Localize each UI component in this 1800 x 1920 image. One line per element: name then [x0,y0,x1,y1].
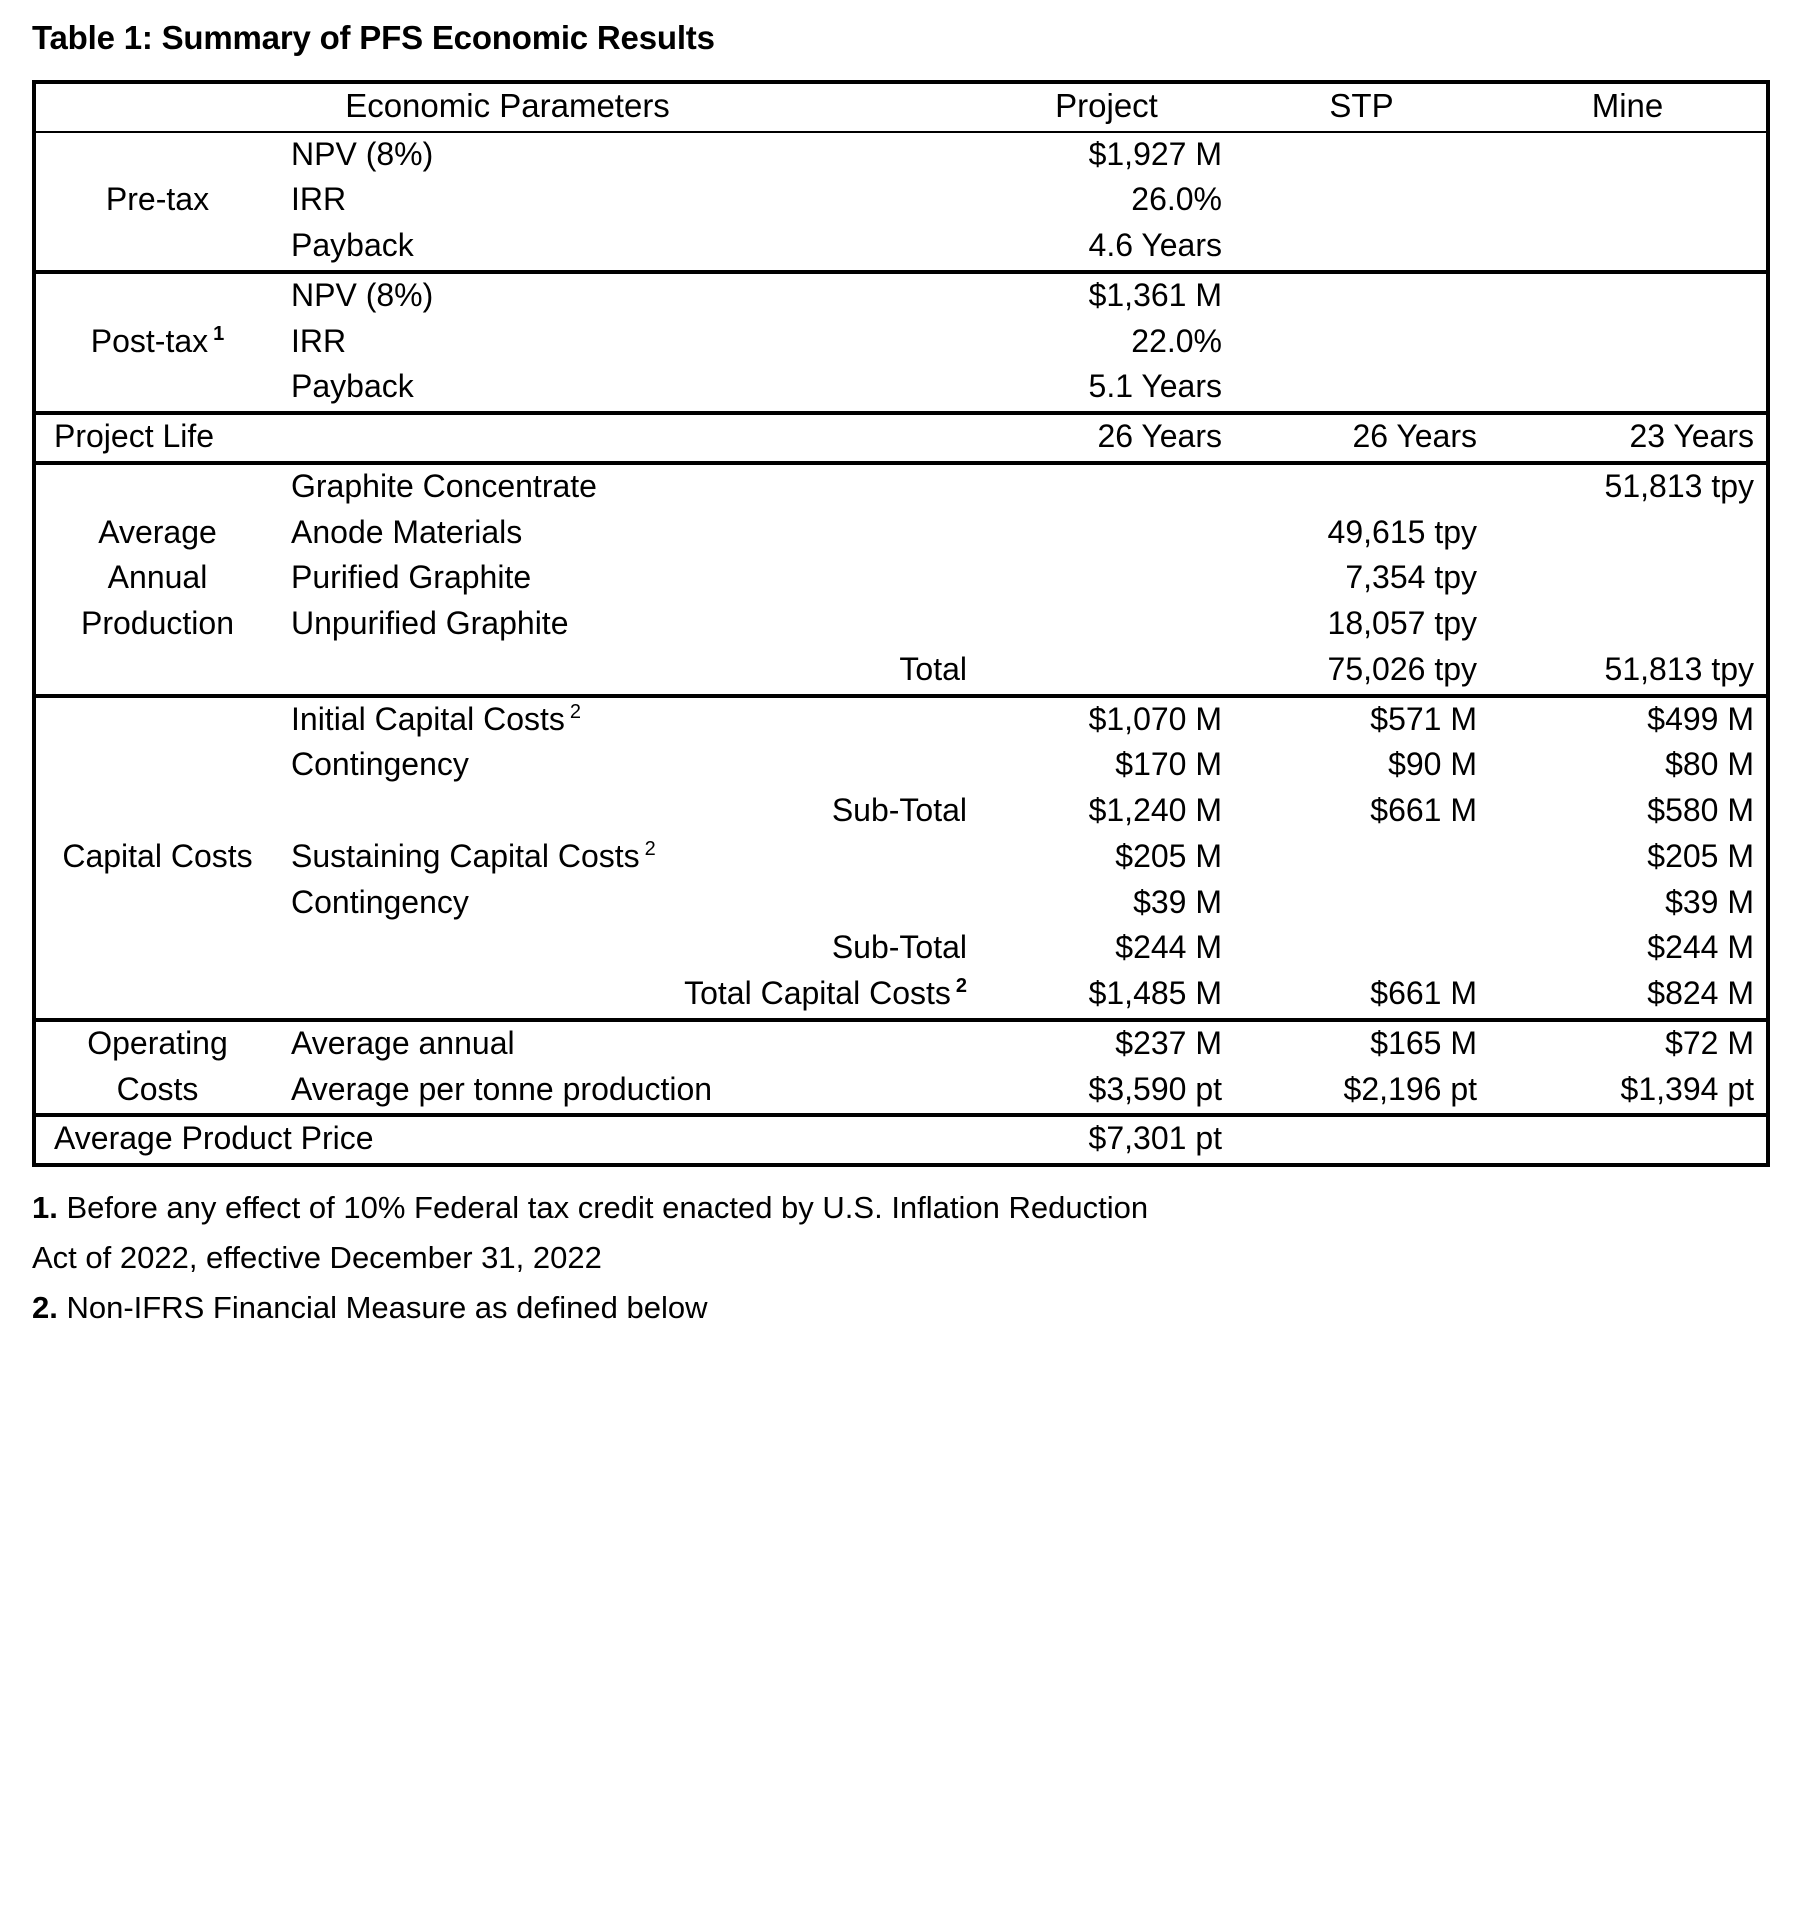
footnotes [32,1183,1766,1334]
table-row [34,272,1768,320]
cell-stp [1234,365,1489,413]
table-row [34,972,1768,1020]
cell-project: $1,927 M [979,132,1234,179]
cell-project: $237 M [979,1020,1234,1068]
group-label-spacer [34,926,279,972]
cell-project: $3,590 pt [1088,1070,1222,1107]
row-label [279,696,979,744]
cell-mine: $580 M [1647,792,1754,829]
cell-project: $1,240 M [1088,792,1222,829]
cell-stp [1234,463,1489,511]
group-label-costs: Costs [116,1070,199,1107]
row-label-subtotal: Sub-Total [831,792,967,829]
group-label-spacer [34,881,279,927]
table-row [34,178,1768,224]
group-label-average-product-price: Average Product Price [34,1115,979,1165]
cell-mine [1489,1115,1768,1165]
cell-stp [1234,881,1489,927]
cell-stp [1234,272,1489,320]
footnote-marker: 2 [644,838,656,861]
footnote-1-line-1 [32,1183,1766,1233]
group-label-spacer [34,743,279,789]
cell-stp: 26 Years [1234,413,1489,463]
cell-stp [1234,926,1489,972]
cell-stp: $571 M [1234,696,1489,744]
table-header [34,82,1768,132]
cell-stp: 49,615 tpy [1327,513,1477,550]
table-row-average-product-price [34,1115,1768,1165]
cell-project [979,602,1234,648]
row-label: Unpurified Graphite [291,605,569,642]
group-label-operating: Operating [34,1020,279,1068]
table-row [34,224,1768,272]
row-label-total-capital [279,972,979,1020]
row-label: Payback [291,227,414,264]
group-label-average: Average [98,513,217,550]
row-label: IRR [291,181,347,218]
row-label [279,835,979,881]
cell-mine: $72 M [1489,1020,1768,1068]
cell-project: 26.0% [1131,181,1222,218]
row-label: Payback [291,368,414,405]
cell-project [979,463,1234,511]
table-row [34,1020,1768,1068]
group-label-spacer [34,789,279,835]
table-row [34,926,1768,972]
cell-stp: 7,354 tpy [1345,559,1477,596]
cell-mine [1489,556,1768,602]
row-label-text: Total Capital Costs [684,975,951,1012]
row-label-text: Sustaining Capital Costs [291,837,640,874]
cell-mine: 51,813 tpy [1489,463,1768,511]
row-label: Contingency [291,883,469,920]
footnote-marker: 2 [955,975,967,998]
cell-project [979,648,1234,696]
cell-mine [1489,178,1768,224]
table-row [34,365,1768,413]
cell-mine: $39 M [1665,883,1754,920]
header-row [34,82,1768,132]
row-label-subtotal: Sub-Total [831,929,967,966]
page-title: Table 1: Summary of PFS Economic Results [32,19,715,56]
table-row [34,132,1768,179]
cell-project: $244 M [1115,929,1222,966]
cell-mine: $824 M [1647,975,1754,1012]
cell-stp [1234,320,1489,366]
row-label: NPV (8%) [279,132,979,179]
cell-project: $7,301 pt [979,1115,1234,1165]
row-label: Purified Graphite [291,559,532,596]
group-label-spacer [34,972,279,1020]
pfs-economic-results-table [32,80,1770,1167]
column-header-project: Project [979,82,1234,132]
cell-stp [1234,224,1489,272]
cell-stp: 18,057 tpy [1327,605,1477,642]
cell-mine [1489,272,1768,320]
row-label-total: Total [899,650,967,687]
group-label-post-tax-text: Post-tax [90,322,209,359]
table-row [34,789,1768,835]
cell-project: $1,361 M [979,272,1234,320]
row-label: Graphite Concentrate [279,463,979,511]
table-row-project-life [34,413,1768,463]
cell-mine: $499 M [1489,696,1768,744]
group-label-capital-costs: Capital Costs [62,837,253,874]
group-label-spacer [34,648,279,696]
table-row [34,463,1768,511]
cell-project: 5.1 Years [1088,368,1222,405]
footnote-2-line-1 [32,1283,1766,1333]
group-label-production: Production [81,605,234,642]
footnote-marker: 1 [213,322,225,345]
cell-mine: $244 M [1647,929,1754,966]
cell-stp [1234,178,1489,224]
row-label-text: Initial Capital Costs [291,700,565,737]
column-header-mine: Mine [1489,82,1768,132]
footnote-2-number: 2. [32,1290,58,1326]
cell-mine: $205 M [1647,837,1754,874]
cell-project: $205 M [1115,837,1222,874]
group-label-post-tax [34,272,279,413]
cell-stp: $90 M [1388,746,1477,783]
cell-stp: 75,026 tpy [1327,650,1477,687]
footnote-1-number: 1. [32,1190,58,1226]
cell-mine [1489,365,1768,413]
cell-mine [1489,224,1768,272]
group-label-annual: Annual [107,559,208,596]
footnote-2-text: Non-IFRS Financial Measure as defined below [66,1290,708,1326]
table-row [34,1068,1768,1116]
table-row [34,511,1768,557]
row-label: Anode Materials [291,513,523,550]
row-label: Contingency [291,746,469,783]
cell-mine [1489,132,1768,179]
footnote-1-text-cont: Act of 2022, effective December 31, 2022 [32,1240,602,1276]
cell-mine [1489,602,1768,648]
row-label: IRR [291,322,347,359]
table-row [34,320,1768,366]
cell-stp: $661 M [1370,792,1477,829]
table-row-production-total [34,648,1768,696]
cell-project: 26 Years [979,413,1234,463]
group-label-pre-tax: Pre-tax [34,132,279,272]
table-row [34,602,1768,648]
footnote-marker: 2 [569,700,582,723]
cell-stp [1234,835,1489,881]
cell-mine [1489,511,1768,557]
column-header-stp: STP [1234,82,1489,132]
group-label-project-life: Project Life [34,413,979,463]
row-label: Average annual [279,1020,979,1068]
cell-stp: $661 M [1370,975,1477,1012]
table-row [34,743,1768,789]
cell-stp: $165 M [1234,1020,1489,1068]
cell-project: $39 M [1133,883,1222,920]
footnote-1-text: Before any effect of 10% Federal tax credit enacted by U.S. Inflation Reduction [66,1190,1149,1226]
cell-mine: $80 M [1665,746,1754,783]
cell-mine: 23 Years [1489,413,1768,463]
row-label: NPV (8%) [279,272,979,320]
table-row [34,881,1768,927]
cell-project [979,511,1234,557]
cell-project: 22.0% [1131,322,1222,359]
cell-project: $1,070 M [979,696,1234,744]
cell-mine [1489,320,1768,366]
row-label: Average per tonne production [291,1070,713,1107]
table-row [34,556,1768,602]
footnote-1-line-2 [32,1233,1766,1283]
cell-stp: $2,196 pt [1343,1070,1477,1107]
table-row [34,835,1768,881]
cell-project: $170 M [1115,746,1222,783]
cell-project [979,556,1234,602]
cell-mine: 51,813 tpy [1604,650,1754,687]
table-body [34,132,1768,1166]
cell-stp [1234,1115,1489,1165]
cell-project: 4.6 Years [1088,227,1222,264]
cell-stp [1234,132,1489,179]
column-header-parameters: Economic Parameters [34,82,979,132]
group-label-spacer [34,696,279,744]
table-row [34,696,1768,744]
cell-mine: $1,394 pt [1620,1070,1754,1107]
cell-project: $1,485 M [1088,975,1222,1012]
